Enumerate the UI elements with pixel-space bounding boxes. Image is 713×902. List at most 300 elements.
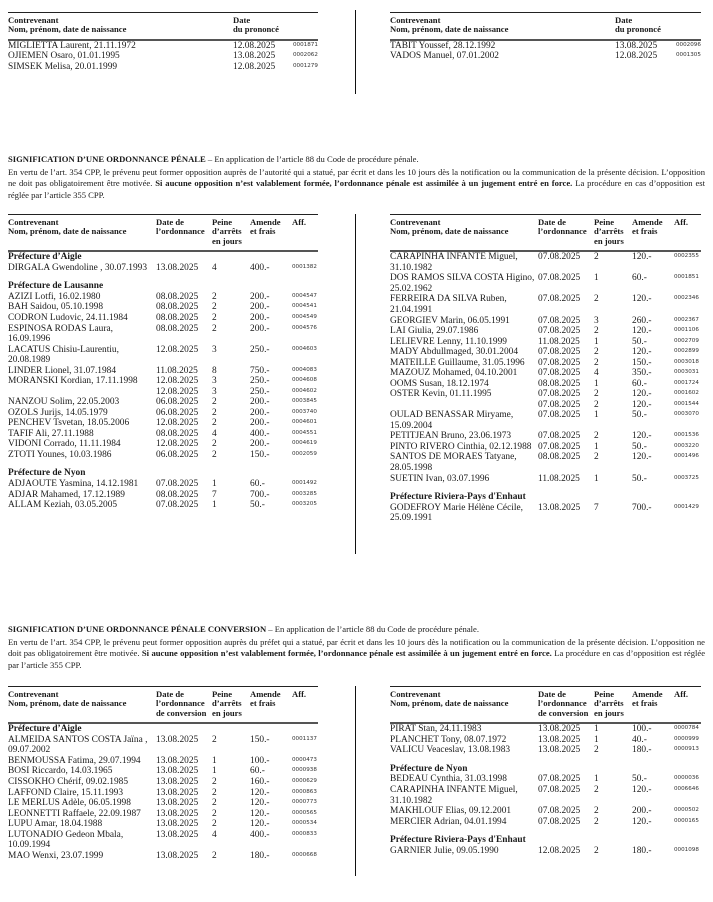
cell-date: 12.08.2025	[538, 845, 581, 856]
cell-name: ESPINOSA RODAS Laura, 16.09.1996	[8, 323, 113, 345]
cell-peine: 2	[212, 819, 217, 830]
header-amende: Amende et frais	[632, 217, 663, 237]
cell-amende: 120.-	[250, 808, 270, 819]
cell-aff: 0000938	[292, 767, 317, 774]
header-peine: Peine d’arrêts en jours	[212, 689, 242, 718]
cell-aff: 0001137	[292, 735, 317, 742]
cell-date: 07.08.2025	[538, 806, 581, 817]
cell-date: 07.08.2025	[538, 410, 581, 421]
cell-peine: 1	[594, 473, 599, 484]
cell-aff: 0001492	[292, 479, 317, 486]
cell-date: 11.08.2025	[538, 473, 580, 484]
cell-amende: 200.-	[632, 806, 652, 817]
notice-title: SIGNIFICATION D’UNE ORDONNANCE PÉNALE	[8, 154, 206, 164]
cell-aff: 0004083	[292, 366, 317, 373]
cell-date: 13.08.2025	[156, 808, 199, 819]
table-row	[390, 40, 701, 52]
cell-aff: 0000629	[292, 778, 317, 785]
cell-peine: 2	[594, 252, 599, 263]
cell-date: 12.08.2025	[233, 61, 276, 72]
cell-name: LACATUS Chisiu-Laurentiu, 20.08.1989	[8, 344, 119, 366]
cell-amende: 200.-	[250, 302, 270, 313]
cell-peine: 2	[212, 808, 217, 819]
table-row	[390, 452, 701, 473]
cell-amende: 250.-	[250, 376, 270, 387]
cell-aff: 0003725	[674, 474, 699, 481]
header-aff: Aff.	[674, 217, 689, 227]
notice-title: SIGNIFICATION D’UNE ORDONNANCE PÉNALE CONVERSION	[8, 624, 267, 634]
cell-amende: 150.-	[250, 449, 270, 460]
section2-left-column	[8, 214, 318, 511]
cell-peine: 2	[594, 294, 599, 305]
cell-peine: 4	[594, 368, 599, 379]
table-row	[8, 345, 318, 366]
cell-peine: 1	[594, 441, 599, 452]
cell-amende: 250.-	[250, 386, 270, 397]
cell-date: 13.08.2025	[156, 829, 199, 840]
cell-date: 08.08.2025	[156, 313, 199, 324]
cell-name: TABIT Youssef, 28.12.1992	[390, 40, 496, 51]
cell-aff: 0004603	[292, 345, 317, 352]
cell-aff: 0003220	[674, 442, 699, 449]
cell-name: SANTOS DE MORAES Tatyane, 28.05.1998	[390, 452, 517, 473]
cell-name: LUTONADIO Gedeon Mbala, 10.09.1994	[8, 829, 124, 851]
cell-aff: 0003205	[292, 501, 317, 508]
table-row	[8, 376, 318, 387]
section2-right-table	[390, 214, 701, 524]
cell-amende: 700.-	[250, 489, 270, 500]
cell-amende: 350.-	[632, 368, 652, 379]
cell-name: MAZOUZ Mohamed, 04.10.2001	[390, 368, 518, 379]
cell-name: ADJAOUTE Yasmina, 14.12.1981	[8, 478, 139, 489]
cell-date: 13.08.2025	[615, 40, 658, 51]
prefecture-heading: Préfecture de Nyon	[8, 468, 86, 479]
cell-date: 06.08.2025	[156, 407, 199, 418]
cell-date: 06.08.2025	[156, 449, 199, 460]
cell-amende: 120.-	[632, 452, 652, 463]
section3-right-table	[390, 686, 701, 856]
cell-date: 07.08.2025	[538, 785, 581, 796]
cell-amende: 60.-	[632, 378, 647, 389]
cell-date: 08.08.2025	[156, 489, 199, 500]
cell-amende: 120.-	[632, 347, 652, 358]
header-aff: Aff.	[292, 217, 307, 227]
cell-name: SIMSEK Melisa, 20.01.1999	[8, 61, 118, 72]
cell-aff: 0003740	[292, 408, 317, 415]
header-contrevenant: Contrevenant Nom, prénom, date de naissance	[8, 15, 127, 35]
cell-peine: 1	[594, 734, 599, 745]
section2-left-table	[8, 214, 318, 511]
notice-body: En vertu de l’art. 354 CPP, le prévenu peut former opposition auprès du préfet qui a statué, par écrit et dans les 10 jours dès la notification ou la communication de la présente décision. L’opposition ne doit pas obligatoirement être motivée. Si aucune opposition n’est valablement formée, l’ordonnance pénale est assimilée à un jugement entré en force. La procédure en cas d’opposition est réglée par l’article 355 CPP.	[8, 637, 706, 670]
cell-date: 11.08.2025	[156, 365, 198, 376]
cell-amende: 200.-	[250, 439, 270, 450]
table-row	[390, 431, 701, 442]
cell-date: 08.08.2025	[538, 452, 581, 463]
table-row	[390, 774, 701, 785]
cell-peine: 2	[212, 418, 217, 429]
cell-peine: 1	[212, 755, 217, 766]
cell-amende: 200.-	[250, 291, 270, 302]
cell-date: 07.08.2025	[538, 816, 581, 827]
cell-date: 08.08.2025	[156, 428, 199, 439]
cell-peine: 2	[212, 302, 217, 313]
cell-peine: 1	[594, 774, 599, 785]
cell-name: VALICU Veaceslav, 13.08.1983	[390, 745, 511, 756]
cell-date: 07.08.2025	[538, 273, 581, 284]
cell-aff: 0000534	[292, 820, 317, 827]
table-row	[390, 273, 701, 294]
cell-amende: 120.-	[250, 798, 270, 809]
cell-amende: 120.-	[632, 294, 652, 305]
cell-peine: 1	[212, 478, 217, 489]
section3-left-table	[8, 686, 318, 861]
cell-aff: 0000502	[674, 807, 699, 814]
cell-amende: 400.-	[250, 829, 270, 840]
cell-date: 13.08.2025	[156, 755, 199, 766]
table-row	[390, 503, 701, 524]
cell-peine: 2	[594, 806, 599, 817]
cell-peine: 3	[212, 344, 217, 355]
cell-aff: 0001536	[674, 432, 699, 439]
cell-amende: 750.-	[250, 365, 270, 376]
cell-date: 13.08.2025	[156, 850, 199, 861]
cell-peine: 2	[594, 389, 599, 400]
table-row	[8, 313, 318, 324]
cell-peine: 2	[212, 397, 217, 408]
table-row	[8, 830, 318, 851]
header-date: Date de l’ordonnance	[538, 217, 587, 237]
cell-name: DOS RAMOS SILVA COSTA Higino, 25.02.1962	[390, 273, 535, 294]
cell-amende: 50.-	[632, 441, 647, 452]
cell-date: 12.08.2025	[156, 418, 199, 429]
cell-aff: 0004576	[292, 324, 317, 331]
table-row	[390, 368, 701, 379]
cell-name: CISSOKHO Chérif, 09.02.1985	[8, 777, 129, 788]
cell-aff: 0000773	[292, 799, 317, 806]
header-contrevenant: Contrevenant Nom, prénom, date de naissance	[390, 689, 509, 709]
cell-name: PLANCHET Tony, 08.07.1972	[390, 734, 507, 745]
cell-date: 08.08.2025	[156, 302, 199, 313]
cell-peine: 2	[594, 357, 599, 368]
cell-date: 07.08.2025	[538, 399, 581, 410]
cell-date: 07.08.2025	[538, 315, 581, 326]
cell-date: 07.08.2025	[538, 774, 581, 785]
cell-name: MIGLIETTA Laurent, 21.11.1972	[8, 40, 136, 51]
cell-date: 07.08.2025	[538, 431, 581, 442]
table-row	[390, 410, 701, 431]
cell-aff: 0003070	[674, 411, 699, 418]
cell-date: 12.08.2025	[156, 376, 199, 387]
cell-date: 07.08.2025	[538, 347, 581, 358]
cell-aff: 0006646	[674, 786, 699, 793]
table-row	[8, 809, 318, 820]
cell-aff: 0002367	[674, 316, 699, 323]
cell-aff: 0000668	[292, 851, 317, 858]
table-row	[8, 756, 318, 767]
header-date: Date de l’ordonnance	[156, 217, 205, 237]
cell-name: ZTOTI Younes, 10.03.1986	[8, 449, 112, 460]
section1-right-column	[390, 12, 701, 62]
cell-amende: 60.-	[632, 273, 647, 284]
cell-peine: 1	[594, 410, 599, 421]
table-row	[8, 302, 318, 313]
table-row	[8, 366, 318, 377]
table-row	[8, 851, 318, 862]
header-amende: Amende et frais	[250, 217, 281, 237]
table-row	[8, 735, 318, 756]
prefecture-heading: Préfecture Riviera-Pays d'Enhaut	[390, 492, 526, 503]
cell-peine: 4	[212, 428, 217, 439]
cell-aff: 0004551	[292, 429, 317, 436]
table-row	[390, 326, 701, 337]
cell-peine: 1	[212, 500, 217, 511]
cell-amende: 50.-	[632, 410, 647, 421]
cell-amende: 400.-	[250, 262, 270, 273]
cell-aff: 0000784	[674, 725, 699, 732]
cell-aff: 0003018	[674, 358, 699, 365]
table-row	[390, 745, 701, 756]
cell-peine: 2	[212, 323, 217, 334]
notice-body: En vertu de l’art. 354 CPP, le prévenu peut former opposition auprès de l’autorité qui a statué, par écrit et dans les 10 jours dès la notification ou la communication de la présente décision. L’opposition ne doit pas obligatoirement être motivée. Si aucune opposition n’est valablement formée, l’ordonnance pénale est assimilée à un jugement entré en force. La procédure en cas d’opposition est réglée par l’article 355 CPP.	[8, 167, 706, 200]
cell-name: LAFFOND Claire, 15.11.1993	[8, 787, 124, 798]
table-row	[390, 723, 701, 735]
table-row	[390, 735, 701, 746]
cell-amende: 260.-	[632, 315, 652, 326]
cell-name: TAFIF Ali, 27.11.1988	[8, 428, 94, 439]
cell-aff: 0002899	[674, 348, 699, 355]
cell-date: 13.08.2025	[538, 734, 581, 745]
cell-date: 07.08.2025	[538, 326, 581, 337]
cell-peine: 2	[212, 734, 217, 745]
section3-left-column	[8, 686, 318, 861]
table-row	[390, 379, 701, 390]
cell-amende: 700.-	[632, 502, 652, 513]
cell-peine: 1	[594, 724, 599, 735]
cell-aff: 0000863	[292, 788, 317, 795]
ordonnance-penale-notice: SIGNIFICATION D’UNE ORDONNANCE PÉNALE – En application de l’article 88 du Code de procédure pénale. En vertu de l’art. 354 CPP, le prévenu peut former opposition auprès de l’autorité qui a statué, par écrit et dans les 10 jours dès la notification ou la communication de la présente décision. L’opposition ne doit pas obligatoirement être motivée. Si aucune opposition n’est valablement formée, l’ordonnance pénale est assimilée à un jugement entré en force. La procédure en cas d’opposition est réglée par l’article 355 CPP.	[8, 154, 706, 200]
cell-amende: 180.-	[632, 745, 652, 756]
cell-date: 13.08.2025	[233, 51, 276, 62]
cell-date: 12.08.2025	[233, 40, 276, 51]
section1-right-table	[390, 12, 701, 62]
table-row	[390, 817, 701, 828]
column-divider	[355, 10, 356, 94]
cell-aff: 0002709	[674, 337, 699, 344]
table-row	[390, 785, 701, 806]
cell-name: CARAPINHA INFANTE Miguel, 31.10.1982	[390, 252, 518, 273]
cell-date: 07.08.2025	[156, 478, 199, 489]
cell-peine: 2	[594, 347, 599, 358]
cell-name: GODEFROY Marie Hélène Cécile, 25.09.1991	[390, 502, 523, 524]
table-row	[8, 479, 318, 490]
cell-peine: 3	[212, 376, 217, 387]
cell-amende: 150.-	[250, 734, 270, 745]
cell-name: OZOLS Jurijs, 14.05.1979	[8, 407, 108, 418]
cell-amende: 120.-	[250, 787, 270, 798]
cell-name: CODRON Ludovic, 24.11.1984	[8, 313, 128, 324]
header-date: Date de l’ordonnance de conversion	[538, 689, 589, 718]
table-row	[390, 337, 701, 348]
cell-name: GEORGIEV Marin, 06.05.1991	[390, 315, 510, 326]
cell-aff: 0001098	[674, 846, 699, 853]
cell-aff: 0000473	[292, 756, 317, 763]
table-row	[8, 418, 318, 429]
table-row	[390, 347, 701, 358]
cell-date: 13.08.2025	[156, 819, 199, 830]
table-row	[390, 389, 701, 400]
prefecture-heading: Préfecture d’Aigle	[8, 252, 82, 263]
cell-name: MAO Wenxi, 23.07.1999	[8, 850, 104, 861]
table-row	[8, 450, 318, 461]
cell-peine: 2	[212, 313, 217, 324]
cell-peine: 2	[594, 431, 599, 442]
table-body	[8, 251, 318, 263]
cell-peine: 3	[212, 386, 217, 397]
cell-name: LUPU Amar, 18.04.1988	[8, 819, 103, 830]
cell-date: 06.08.2025	[156, 397, 199, 408]
table-row	[390, 51, 701, 62]
cell-peine: 2	[594, 326, 599, 337]
cell-date: 13.08.2025	[156, 798, 199, 809]
cell-aff: 0004619	[292, 440, 317, 447]
cell-name: LELIEVRE Lenny, 11.10.1999	[390, 336, 507, 347]
cell-aff: 0000036	[674, 775, 699, 782]
cell-aff: 0003031	[674, 369, 699, 376]
cell-aff: 0002059	[292, 450, 317, 457]
cell-name: MERCIER Adrian, 04.01.1994	[390, 816, 507, 827]
table-row	[390, 474, 701, 485]
cell-amende: 120.-	[632, 785, 652, 796]
cell-amende: 50.-	[632, 473, 647, 484]
cell-amende: 60.-	[250, 766, 265, 777]
cell-name: MAKHLOUF Elias, 09.12.2001	[390, 806, 512, 817]
cell-aff: 0001871	[293, 41, 318, 48]
cell-date: 13.08.2025	[156, 777, 199, 788]
cell-date: 13.08.2025	[156, 766, 199, 777]
cell-name: FERREIRA DA SILVA Ruben, 21.04.1991	[390, 294, 507, 316]
cell-date: 08.08.2025	[156, 323, 199, 334]
cell-date: 12.08.2025	[615, 51, 658, 62]
cell-name: PENCHEV Tsvetan, 18.05.2006	[8, 418, 130, 429]
cell-date: 07.08.2025	[538, 389, 581, 400]
table-row	[390, 294, 701, 315]
column-divider	[355, 686, 356, 876]
cell-peine: 1	[594, 336, 599, 347]
cell-aff: 0001429	[674, 503, 699, 510]
cell-amende: 100.-	[250, 755, 270, 766]
cell-aff: 0002096	[676, 41, 701, 48]
cell-aff: 0002346	[674, 295, 699, 302]
cell-peine: 3	[594, 315, 599, 326]
cell-date: 08.08.2025	[538, 378, 581, 389]
cell-date: 12.08.2025	[156, 386, 199, 397]
section3-right-column	[390, 686, 701, 856]
table-row	[8, 324, 318, 345]
cell-name: PINTO RIVERO Cinthia, 02.12.1988	[390, 441, 532, 452]
cell-peine: 7	[212, 489, 217, 500]
cell-amende: 400.-	[250, 428, 270, 439]
cell-date: 13.08.2025	[156, 734, 199, 745]
cell-peine: 1	[212, 766, 217, 777]
table-row	[390, 316, 701, 327]
cell-date: 12.08.2025	[156, 439, 199, 450]
cell-amende: 120.-	[632, 326, 652, 337]
cell-name: BOSI Riccardo, 14.03.1965	[8, 766, 113, 777]
cell-amende: 150.-	[632, 357, 652, 368]
cell-amende: 40.-	[632, 734, 647, 745]
header-amende: Amende et frais	[250, 689, 281, 709]
header-peine: Peine d’arrêts en jours	[594, 217, 624, 246]
cell-aff: 0004608	[292, 377, 317, 384]
cell-name: AZIZI Lotfi, 16.02.1980	[8, 291, 101, 302]
cell-peine: 4	[212, 262, 217, 273]
cell-peine: 2	[212, 787, 217, 798]
cell-aff: 0004602	[292, 387, 317, 394]
cell-date: 07.08.2025	[538, 441, 581, 452]
header-peine: Peine d’arrêts en jours	[594, 689, 624, 718]
table-row	[390, 846, 701, 857]
cell-name: OJIEMEN Osaro, 01.01.1995	[8, 51, 120, 62]
cell-aff: 0001305	[676, 52, 701, 59]
prefecture-heading: Préfecture d’Aigle	[8, 724, 82, 735]
cell-amende: 120.-	[632, 816, 652, 827]
header-aff: Aff.	[674, 689, 689, 699]
cell-peine: 2	[594, 785, 599, 796]
cell-aff: 0000999	[674, 735, 699, 742]
cell-name: PIRAT Stan, 24.11.1983	[390, 724, 482, 735]
cell-aff: 0004541	[292, 303, 317, 310]
cell-aff: 0001544	[674, 400, 699, 407]
header-date: Date du prononcé	[233, 15, 279, 35]
cell-aff: 0004601	[292, 419, 317, 426]
cell-name: VADOS Manuel, 07.01.2002	[390, 51, 499, 62]
cell-amende: 120.-	[250, 819, 270, 830]
section2-right-column	[390, 214, 701, 524]
cell-aff: 0003285	[292, 490, 317, 497]
table-row	[8, 62, 318, 73]
cell-name: MATEILLE Guillaume, 31.05.1996	[390, 357, 525, 368]
cell-peine: 4	[212, 829, 217, 840]
cell-aff: 0001851	[674, 274, 699, 281]
header-contrevenant: Contrevenant Nom, prénom, date de naissance	[390, 217, 509, 237]
cell-name: BEDEAU Cynthia, 31.03.1998	[390, 774, 507, 785]
cell-amende: 50.-	[250, 500, 265, 511]
cell-date: 12.08.2025	[156, 344, 199, 355]
cell-name: BAH Saidou, 05.10.1998	[8, 302, 104, 313]
cell-peine: 2	[594, 816, 599, 827]
cell-peine: 2	[212, 798, 217, 809]
cell-amende: 120.-	[632, 399, 652, 410]
table-row	[8, 397, 318, 408]
cell-name: LINDER Lionel, 31.07.1984	[8, 365, 117, 376]
cell-aff: 0000565	[292, 809, 317, 816]
cell-amende: 200.-	[250, 323, 270, 334]
cell-peine: 2	[594, 399, 599, 410]
cell-peine: 8	[212, 365, 217, 376]
cell-amende: 60.-	[250, 478, 265, 489]
cell-aff: 0004547	[292, 292, 317, 299]
cell-peine: 2	[212, 407, 217, 418]
cell-name: VIDONI Corrado, 11.11.1984	[8, 439, 121, 450]
cell-amende: 200.-	[250, 313, 270, 324]
cell-amende: 200.-	[250, 418, 270, 429]
cell-aff: 0000913	[674, 746, 699, 753]
cell-name: OSTER Kevin, 01.11.1995	[390, 389, 492, 400]
table-row	[8, 819, 318, 830]
table-row	[390, 358, 701, 369]
cell-date: 07.08.2025	[538, 357, 581, 368]
table-row	[8, 766, 318, 777]
